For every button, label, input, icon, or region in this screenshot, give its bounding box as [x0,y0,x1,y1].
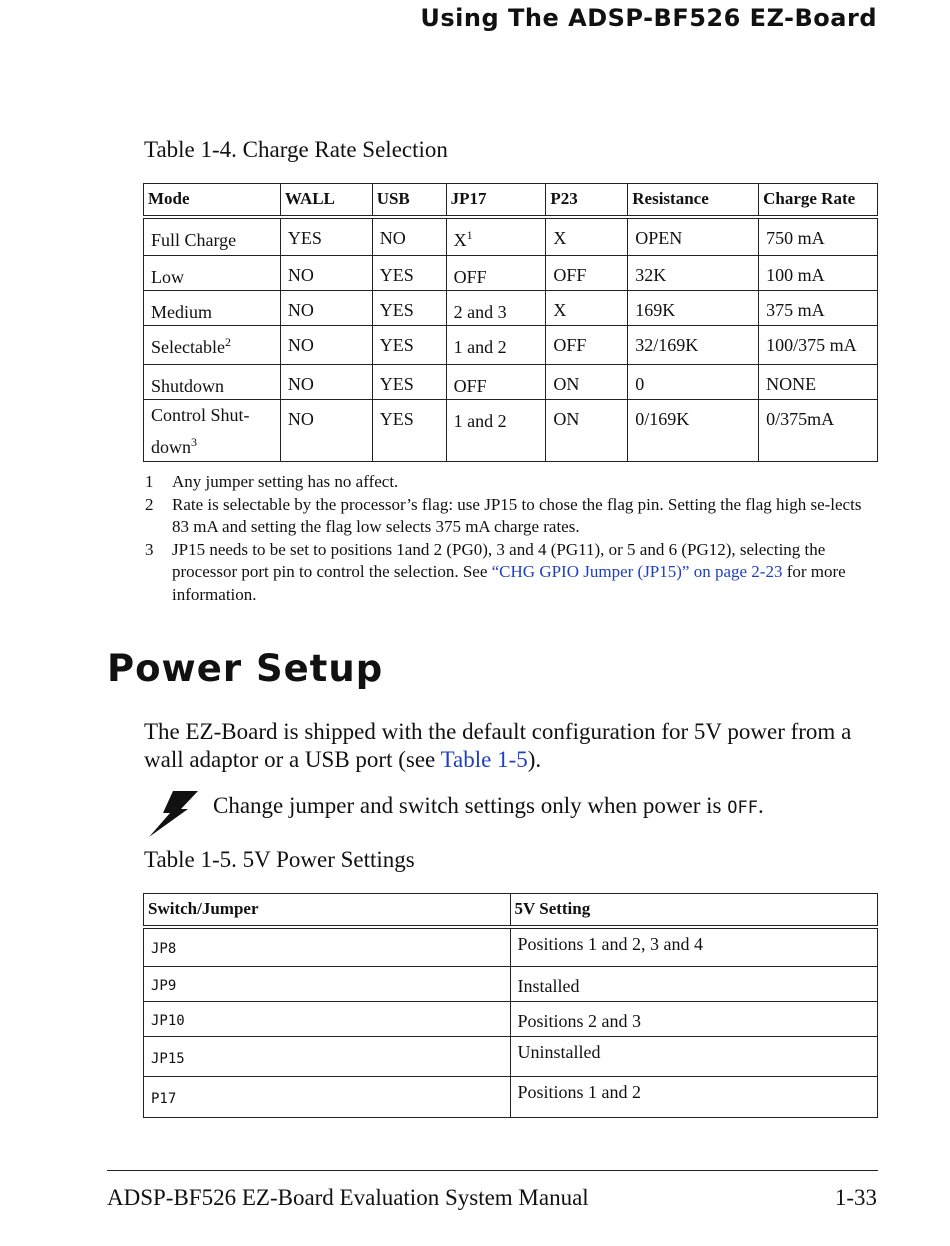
usb-cell: YES [379,300,414,320]
off-code: OFF [727,798,758,818]
jumper-cell: JP15 [151,1051,185,1067]
wall-cell: NO [287,335,314,355]
footer-manual-title: ADSP-BF526 EZ-Board Evaluation System Manual [107,1185,589,1210]
p23-cell: OFF [553,335,587,355]
table-row [144,967,878,1002]
charge-rate-cell: 0/375mA [766,409,835,429]
footnote: 1 Any jumper setting has no affect. [145,472,399,491]
lightning-bolt-icon [146,789,198,844]
table-row [144,365,878,400]
usb-cell: YES [379,374,414,394]
column-header: Switch/Jumper [144,894,511,927]
table-1-5-caption: Table 1-5. 5V Power Settings [144,847,415,872]
column-header: 5V Setting [510,894,877,927]
warning-note: Change jumper and switch settings only when power is OFF. [213,793,764,818]
jumper-cell: P17 [151,1091,177,1107]
charge-rate-cell: 100 mA [766,265,825,285]
column-header: WALL [280,184,372,217]
table-row [144,256,878,291]
footer-divider [107,1170,878,1171]
jp17-cell: X [453,229,467,250]
jumper-cell: JP9 [151,978,177,994]
power-settings-table [143,893,878,1118]
column-header: USB [372,184,446,217]
table-row [144,400,878,462]
jp17-cell: 1 and 2 [453,337,507,357]
jp17-cell: OFF [453,267,487,287]
footnote-ref: 1 [466,227,473,242]
wall-cell: NO [287,409,314,429]
table-row [144,291,878,326]
table-row [144,927,878,967]
wall-cell: YES [287,227,322,248]
setting-cell: Uninstalled [517,1042,601,1062]
table-row [144,217,878,256]
wall-cell: NO [287,265,314,285]
charge-rate-cell: 375 mA [766,300,825,320]
resistance-cell: OPEN [635,227,683,248]
resistance-cell: 169K [635,300,676,320]
charge-rate-cell: 100/375 mA [766,335,857,355]
column-header: P23 [546,184,628,217]
p23-cell: ON [553,409,580,429]
footnote: 2 Rate is selectable by the processor’s flag: use JP15 to chose the flag pin. Setting the flag high se-lects 83 mA and setting the flag low selects 375 mA charge rates. [145,494,862,536]
running-header: Using The ADSP-BF526 EZ-Board [420,4,877,32]
table-row [144,1002,878,1037]
column-header: Charge Rate [759,184,878,217]
table-1-4-footnotes [145,471,880,606]
mode-cell: Low [151,267,184,287]
page-number: 1-33 [834,1185,877,1210]
footnote: 3 JP15 needs to be set to positions 1and 2 (PG0), 3 and 4 (PG11), or 5 and 6 (PG12), selecting the processor port pin to control the selection. See “CHG GPIO Jumper (JP15)” on page 2-23 for more information. [145,539,846,604]
mode-cell: Shutdown [151,376,225,396]
p23-cell: ON [553,374,580,394]
power-setup-paragraph: The EZ-Board is shipped with the default configuration for 5V power from a wall adaptor or a USB port (see Table 1-5). [144,719,852,772]
table-1-5-link[interactable]: Table 1-5 [440,747,528,772]
column-header: Resistance [628,184,759,217]
jp17-cell: OFF [453,376,487,396]
usb-cell: YES [379,409,414,429]
p23-cell: X [553,227,567,248]
setting-cell: Positions 1 and 2 [517,1082,642,1102]
charge-rate-table [143,183,878,462]
column-header: Mode [144,184,281,217]
usb-cell: YES [379,335,414,355]
setting-cell: Installed [517,976,580,996]
setting-cell: Positions 2 and 3 [517,1011,642,1031]
wall-cell: NO [287,300,314,320]
usb-cell: YES [379,265,414,285]
jumper-cell: JP8 [151,940,177,957]
mode-cell: Selectable [151,337,225,357]
section-heading: Power Setup [107,647,384,690]
resistance-cell: 0 [635,374,645,394]
jp17-cell: 1 and 2 [453,411,507,431]
resistance-cell: 0/169K [635,409,690,429]
usb-cell: NO [379,227,406,248]
table-row [144,1037,878,1077]
p23-cell: X [553,300,567,320]
column-header: JP17 [446,184,546,217]
mode-cell: Medium [151,302,212,322]
p23-cell: OFF [553,265,587,285]
jumper-cell: JP10 [151,1013,185,1029]
footnote-ref: 2 [224,335,231,349]
setting-cell: Positions 1 and 2, 3 and 4 [517,933,704,954]
table-row [144,1077,878,1118]
chg-gpio-jumper-link[interactable]: “CHG GPIO Jumper (JP15)” on page 2-23 [491,562,783,581]
table-1-4-caption: Table 1-4. Charge Rate Selection [144,137,448,162]
mode-cell: Full Charge [151,229,237,250]
jp17-cell: 2 and 3 [453,302,507,322]
charge-rate-cell: NONE [766,374,817,394]
resistance-cell: 32/169K [635,335,699,355]
wall-cell: NO [287,374,314,394]
footnote-ref: 3 [191,435,197,449]
mode-cell: Control Shut-down [151,405,250,457]
resistance-cell: 32K [635,265,667,285]
charge-rate-cell: 750 mA [766,227,825,248]
table-row [144,326,878,365]
